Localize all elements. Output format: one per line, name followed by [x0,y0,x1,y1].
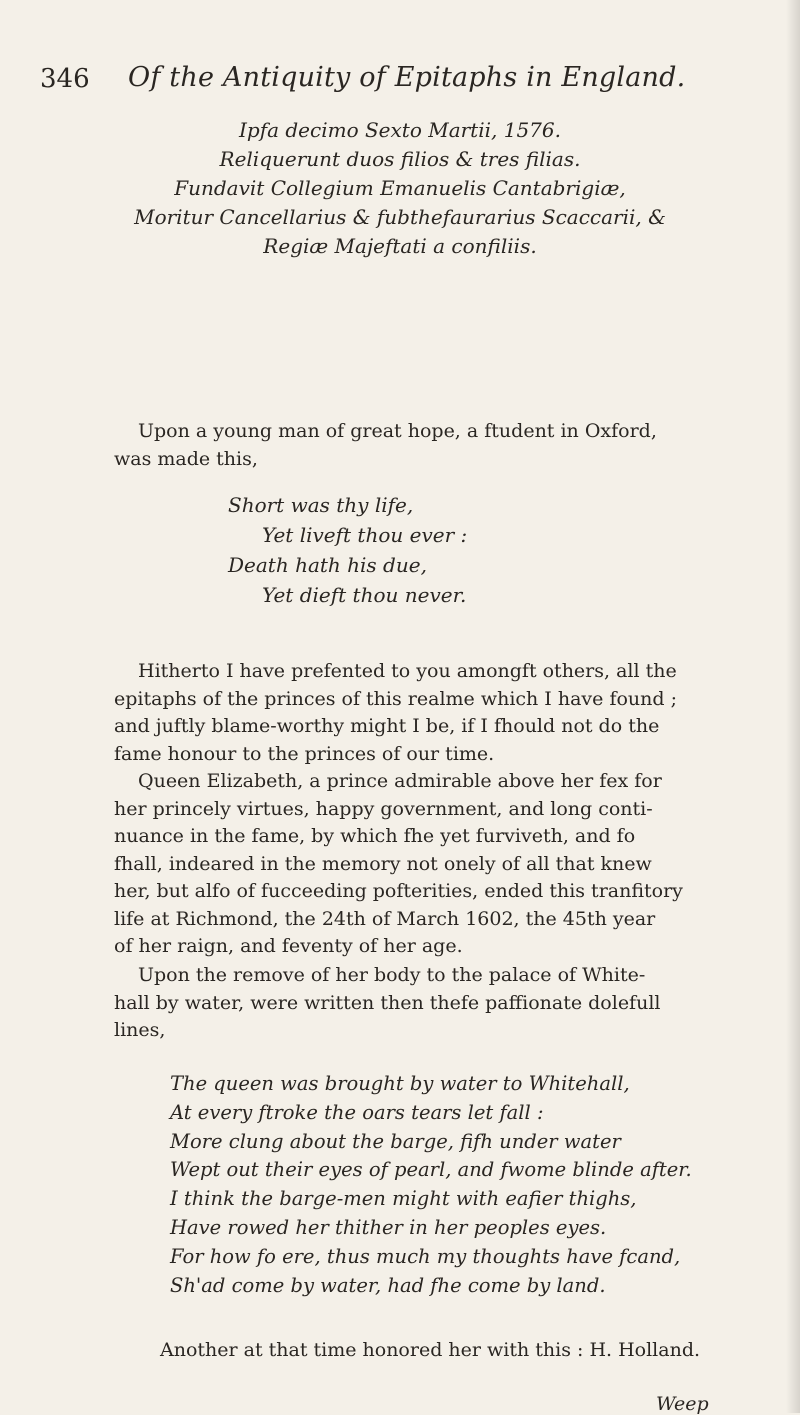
text-line: epitaphs of the princes of this realme which I have found ; [114,687,677,710]
verse-line: For how fo ere, thus much my thoughts have fcand, [170,1244,681,1268]
verse-line: Yet dieft thou never. [262,583,467,607]
text-line: Upon the remove of her body to the palace of White- [138,964,646,986]
text-line: nuance in the fame, by which fhe yet furviveth, and fo [114,825,636,847]
latin-inscription [0,116,800,261]
text-line: and juftly blame-worthy might I be, if I fhould not do the [114,715,660,737]
text-line: life at Richmond, the 24th of March 1602, the 45th year [114,907,656,930]
latin-line: Reliquerunt duos filios & tres filias. [219,147,581,171]
text-line: of her raign, and feventy of her age. [114,935,463,957]
page-edge-shadow [786,0,800,1413]
text-line: her princely virtues, happy government, and long conti- [114,797,653,820]
running-title: Of the Antiquity of Epitaphs in England. [128,62,686,93]
text-line: was made this, [114,447,258,470]
paragraph-queen-elizabeth [114,768,724,961]
text-line: Hitherto I have prefented to you amongft others, all the [138,660,677,682]
latin-line: Fundavit Collegium Emanuelis Cantabrigiæ, [174,176,626,200]
page-number: 346 [40,64,90,94]
catchword: Weep [656,1393,709,1415]
paragraph-whitehall-remove [114,962,724,1045]
latin-line: Ipfa decimo Sexto Martii, 1576. [238,118,561,142]
verse-line: Yet liveft thou ever : [262,523,468,547]
verse-line: Wept out their eyes of pearl, and fwome blinde after. [170,1158,692,1182]
text-line: fame honour to the princes of our time. [114,742,495,765]
text-line: fhall, indeared in the memory not onely of all that knew [114,852,652,875]
verse-line: More clung about the barge, fifh under water [170,1129,621,1153]
verse-line: I think the barge-men might with eafier thighs, [170,1187,637,1211]
text-line: hall by water, were written then thefe paffionate dolefull [114,991,661,1014]
text-line: Upon a young man of great hope, a ftudent in Oxford, [138,420,657,442]
text-line: Queen Elizabeth, a prince admirable above her fex for [138,770,662,792]
latin-line: Moritur Cancellarius & fubthefaurarius Scaccarii, & [134,205,666,229]
verse-line: Short was thy life, [228,493,414,517]
verse-line: Sh'ad come by water, had fhe come by land. [170,1273,606,1297]
paragraph-oxford-student [114,418,724,473]
closing-line: Another at that time honored her with this : H. Holland. [160,1339,701,1361]
page-header [40,58,760,108]
verse-line: Have rowed her thither in her peoples eyes. [170,1215,607,1239]
verse-line: At every ftroke the oars tears let fall : [170,1100,544,1124]
verse-line: Death hath his due, [228,553,427,577]
latin-line: Regiæ Majeftati a confiliis. [263,234,537,258]
verse-line: The queen was brought by water to Whitehall, [170,1072,630,1095]
paragraph-princes-epitaphs [114,658,724,768]
verse-short-life [228,490,467,610]
verse-queen-by-water [170,1070,692,1300]
text-line: lines, [114,1019,166,1041]
text-line: her, but alfo of fucceeding pofterities, ended this tranfitory [114,880,683,902]
